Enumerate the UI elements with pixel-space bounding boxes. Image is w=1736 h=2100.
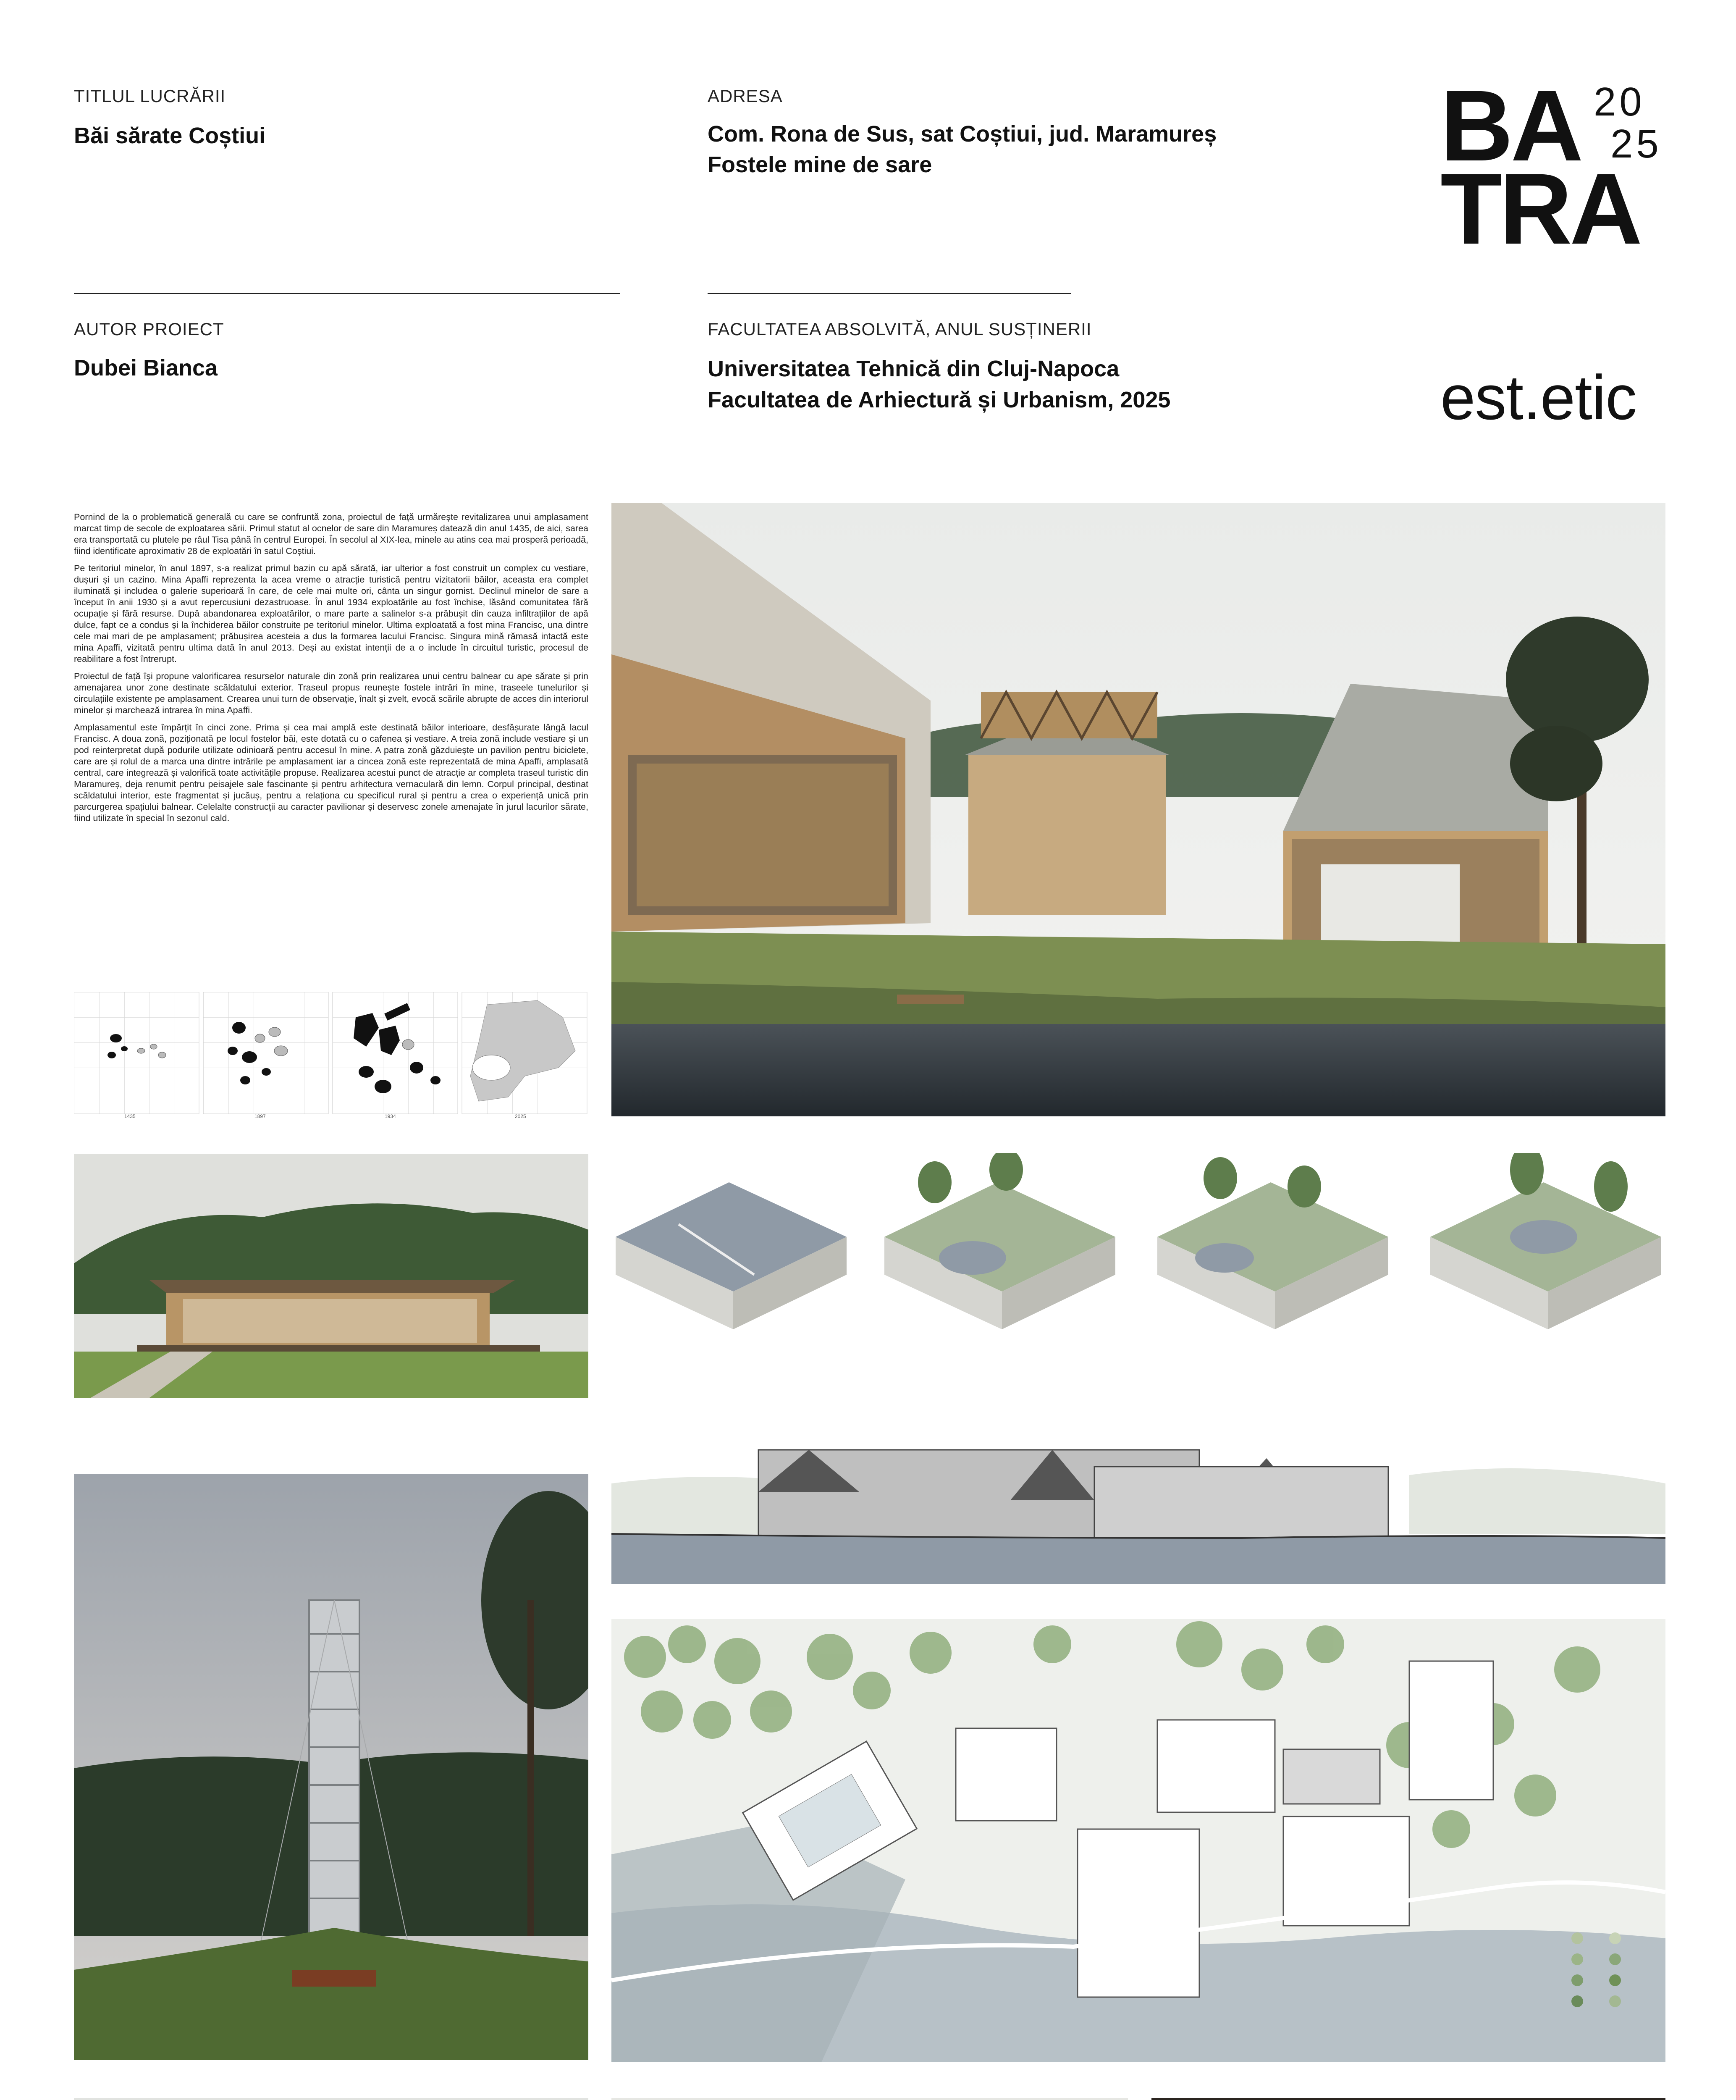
diagram-4 bbox=[462, 992, 587, 1114]
faculty-line-1: Universitatea Tehnică din Cluj-Napoca bbox=[708, 356, 1120, 381]
site-plan bbox=[611, 1619, 1665, 2062]
brand-wordmark: est.etic bbox=[1440, 362, 1637, 433]
render-pavilion-meadow bbox=[74, 1154, 588, 1398]
description-paragraph: Amplasamentul este împărțit în cinci zone. Prima și cea mai amplă este destinată băilor interioare, desfășurate lângă lacul Francisc. A doua zonă, poziționată pe locul fostelor băi, este dotată cu o cafenea și vestiare. A treia zonă include vestiare și un pod reinterpretat după podurile utilizate odinioară pentru accesul în mine. A patra zonă găzduiește un pavilion pentru biciclete, care are și rolul de a marca una dintre intrările pe amplasament iar a cincea zonă este reprezentată de mina Apaffi, amplasată central, care integrează și valorifică toate activitățile propuse. Realizarea acestui punct de atracție ar completa traseul turistic din Maramureș, deja renumit pentru peisajele sale fascinante și pentru arhitectura vernaculară din lemn. Corpul principal, destinat scăldatului interior, este fragmentat și jucăuș, pentru a relaționa cu specificul rural și pentru a crea o experiență unică prin parcurgerea spațiului balnear. Celelalte construcții au caracter pavilionar și deservesc zonele amenajate în jurul lacurilor sărate, fiind utilizate în special în sezonul cald. bbox=[74, 722, 588, 823]
divider-left bbox=[74, 293, 620, 294]
faculty-label: FACULTATEA ABSOLVITĂ, ANUL SUSȚINERII bbox=[708, 319, 1092, 339]
svg-text:2025: 2025 bbox=[515, 1113, 526, 1119]
description-paragraph: Pe teritoriul minelor, în anul 1897, s-a realizat primul bazin cu apă sărată, iar ulterior a fost construit un complex cu vestiare, dușuri și un cazino. Mina Apaffi reprezenta la acea vreme o atracție turistică pentru vizitatorii băilor, aceasta era complet iluminată și includea o galerie superioară în care, de cele mai multe ori, cânta un singur gornist. Declinul minelor de sare a început în anii 1930 și a avut repercusiuni dezastruoase. În anul 1934 exploatările au fost închise, lăsând comunitatea fără ocupație și fără resurse. După abandonarea exploatărilor, o mare parte a salinelor s-a prăbușit din cauza infiltrațiilor de apă dulce, fapt ce a condus și la închiderea băilor construite pe teritoriul minelor. Ultima exploatată a fost mina Francisc, una dintre cele mai mari de pe amplasament; prăbușirea acesteia a dus la formarea lacului Francisc. Singura mină rămasă intactă este mina Apaffi, vizitată pentru ultima dată în anul 2013. Deși au existat intenții de a o include în circuitul turistic, procesul de reabilitare a fost întrerupt. bbox=[74, 563, 588, 664]
author-label: AUTOR PROIECT bbox=[74, 319, 224, 339]
description-paragraph: Pornind de la o problematică generală cu care se confruntă zona, proiectul de față urmărește revitalizarea unui amplasament marcat timp de secole de exploatarea sării. Primul statut al ocnelor de sare din Maramureș datează din anul 1435, de aici, sarea era transportată cu plutele pe râul Tisa până în centrul Europei. În secolul al XIX-lea, minele au atins cea mai prosperă perioadă, fiind identificate aproximativ 28 de exploatări în satul Coștiui. bbox=[74, 512, 588, 556]
render-timber-bridge bbox=[611, 2098, 1128, 2100]
divider-right bbox=[708, 293, 1071, 294]
logo-line-1: BA bbox=[1440, 69, 1581, 182]
hero-render-baths-lake bbox=[611, 503, 1665, 1116]
description-paragraph: Proiectul de față își propune valorificarea resurselor naturale din zonă prin realizarea unui centru balnear cu ape sărate și prin amenajarea unor zone destinate scăldatului exterior. Traseul propus reunește fostele intrări în mine, traseele tunelurilor și circulațiile existente pe amplasament. Crearea unui turn de observație, înalt și zvelt, evocă scările abrupte de acces din interiorul minelor și marchează intrarea în mina Apaffi. bbox=[74, 671, 588, 715]
address-line-2: Fostele mine de sare bbox=[708, 152, 932, 177]
logo-year-bottom: 25 bbox=[1610, 121, 1662, 166]
site-section-elevation bbox=[611, 1399, 1665, 1584]
svg-text:1435: 1435 bbox=[124, 1113, 136, 1119]
svg-text:1897: 1897 bbox=[254, 1113, 266, 1119]
axonometric-zone-diagrams bbox=[611, 1153, 1665, 1371]
project-title: Băi sărate Coștiui bbox=[74, 123, 266, 148]
render-observation-tower bbox=[74, 1474, 588, 2060]
svg-text:1934: 1934 bbox=[385, 1113, 396, 1119]
render-interior-pool-lounge bbox=[1151, 2098, 1665, 2100]
faculty-line-2: Facultatea de Arhiectură și Urbanism, 2025 bbox=[708, 387, 1171, 412]
batra-logo bbox=[1440, 69, 1676, 265]
address-line-1: Com. Rona de Sus, sat Coștiui, jud. Maramureș bbox=[708, 121, 1217, 147]
title-label: TITLUL LUCRĂRII bbox=[74, 86, 226, 106]
address-label: ADRESA bbox=[708, 86, 783, 106]
render-lakeside-pavilion bbox=[74, 2098, 588, 2100]
diagram-3 bbox=[333, 992, 458, 1114]
logo-year-top: 20 bbox=[1594, 79, 1645, 124]
diagram-2 bbox=[203, 992, 328, 1114]
site-evolution-diagrams bbox=[74, 992, 588, 1119]
logo-line-2: TRA bbox=[1440, 152, 1640, 265]
project-description bbox=[74, 512, 588, 974]
diagram-1 bbox=[74, 992, 199, 1114]
author-name: Dubei Bianca bbox=[74, 355, 218, 381]
